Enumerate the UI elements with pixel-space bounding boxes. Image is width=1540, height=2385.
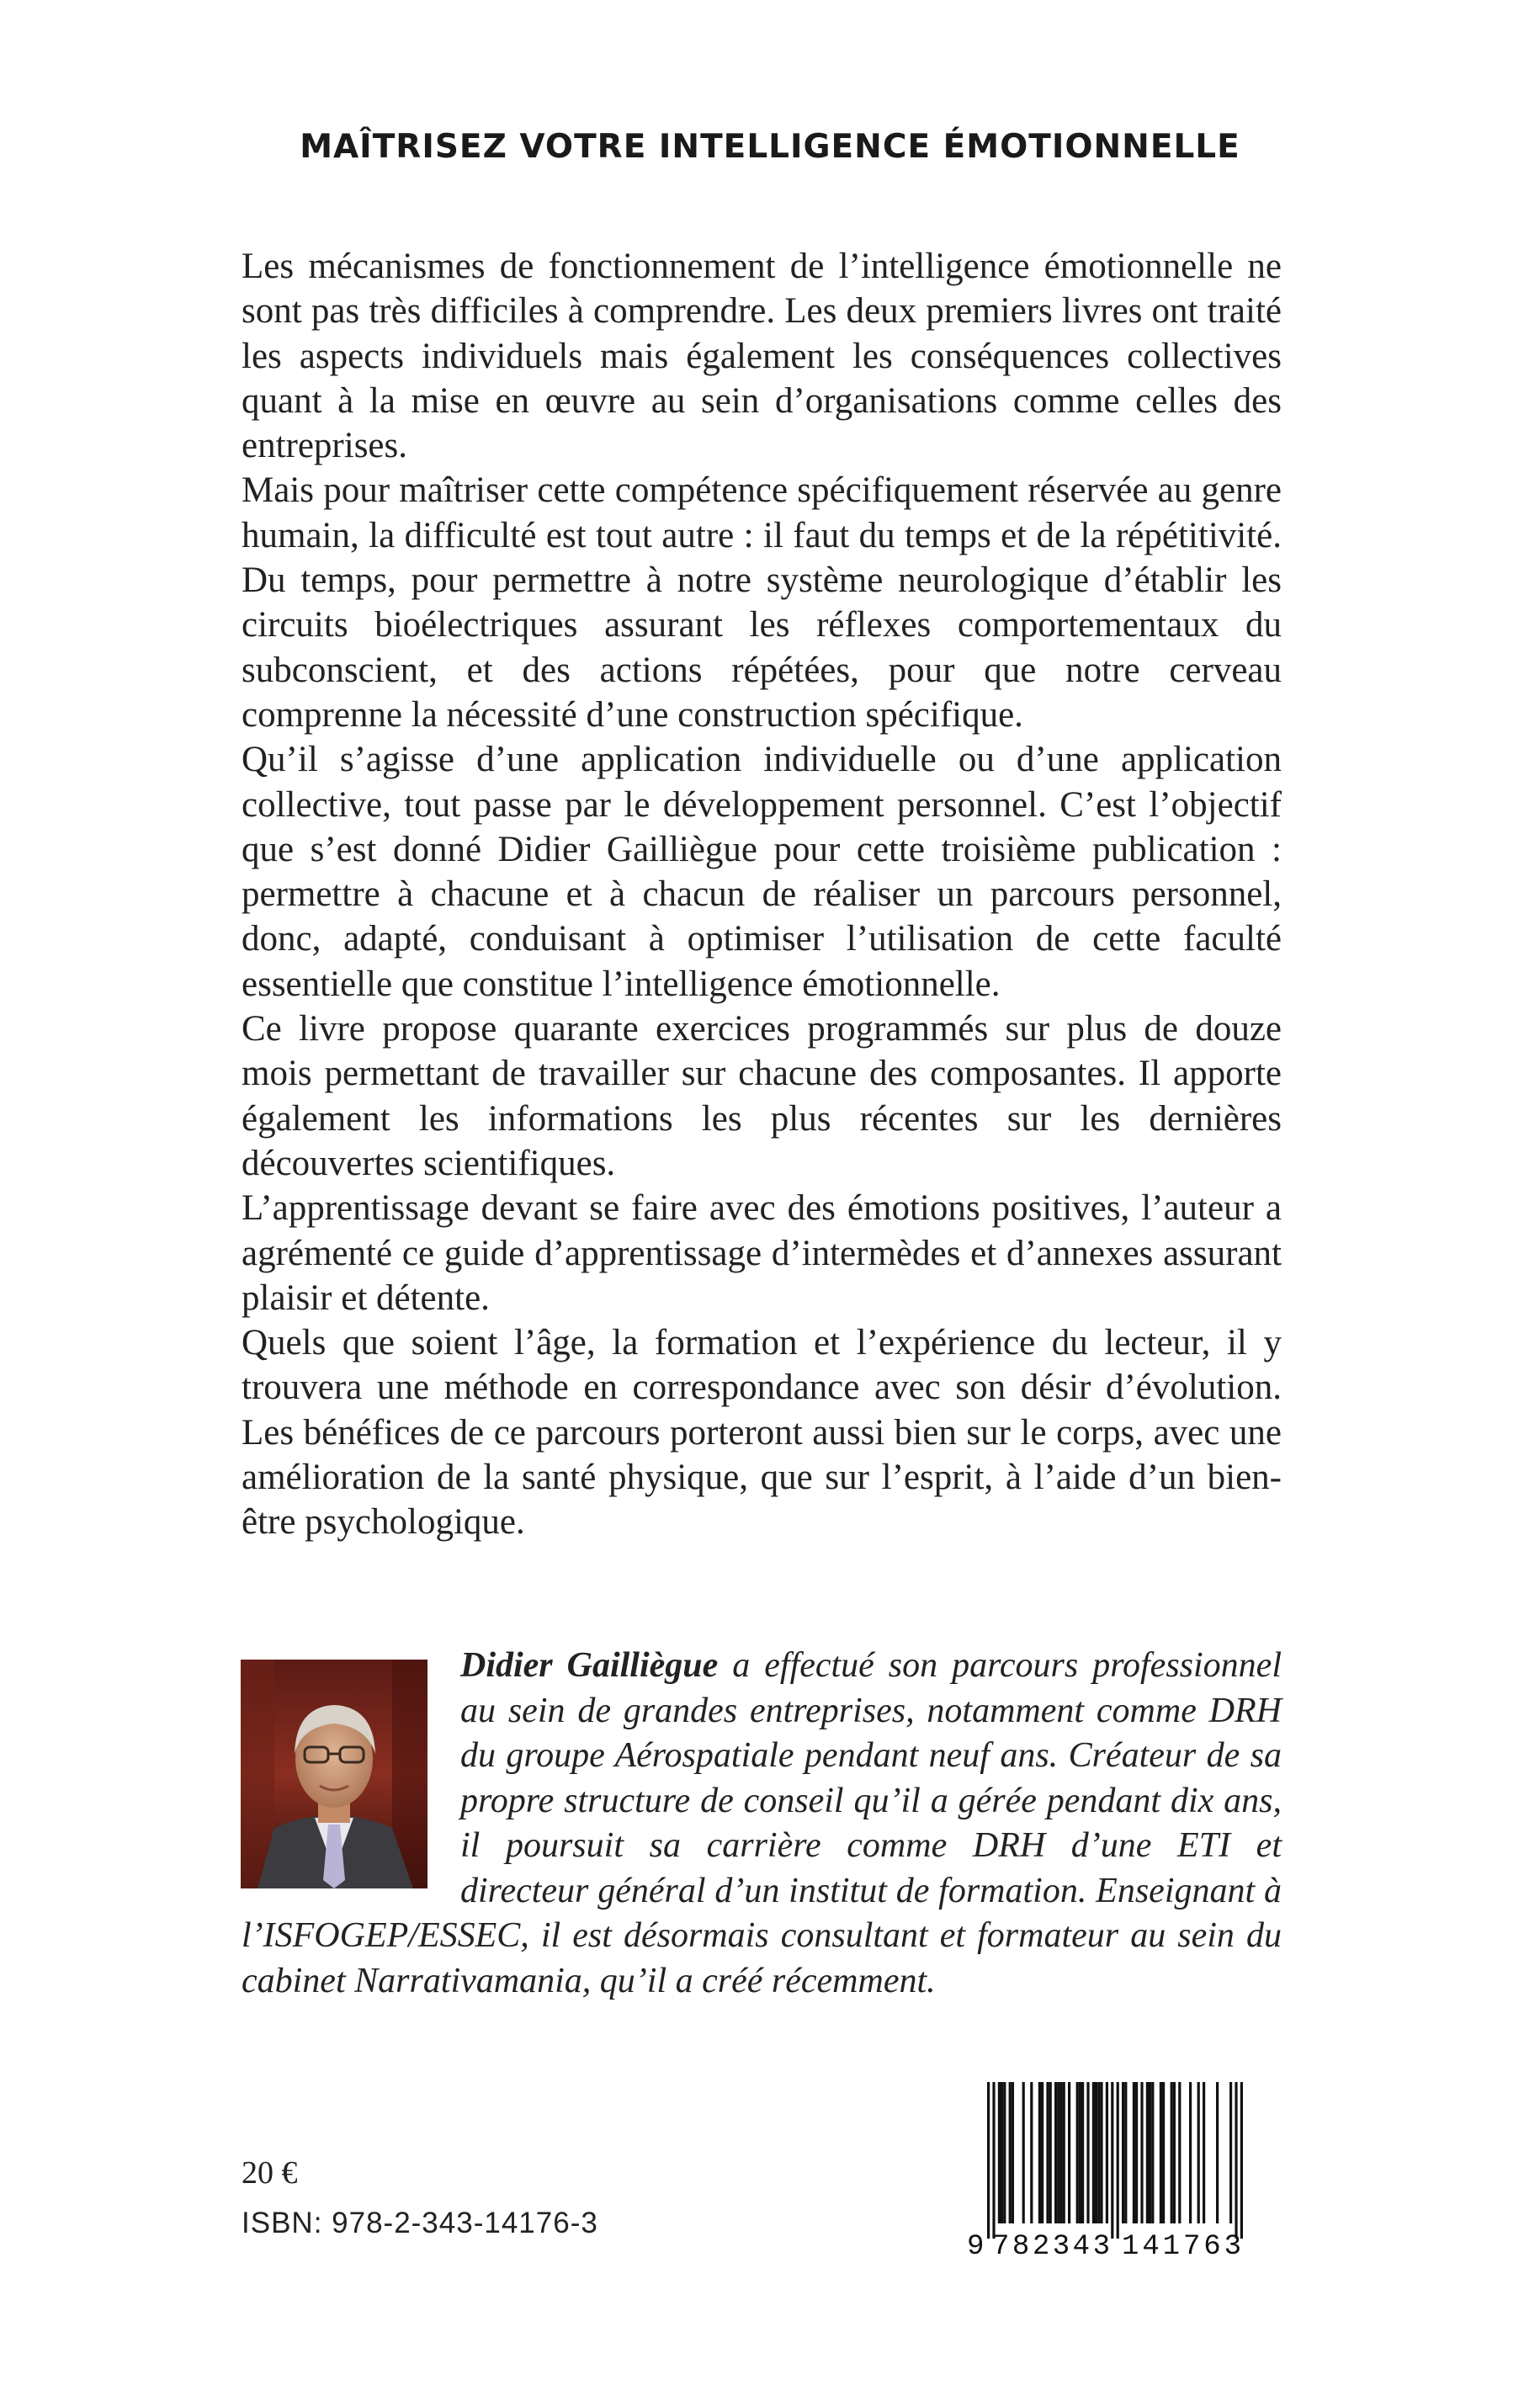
barcode-bar [1162, 2082, 1165, 2223]
barcode-bar [987, 2082, 990, 2239]
barcode [962, 2079, 1270, 2260]
barcode-bar [992, 2082, 995, 2239]
barcode-bar [1235, 2082, 1237, 2239]
barcode-bar [1100, 2082, 1102, 2223]
barcode-bar [1057, 2082, 1059, 2223]
blurb-paragraph-2: Mais pour maîtriser cette compétence spécifiquement réservée au genre humain, la difficulté est tout autre : il faut du temps et de la répétitivité. Du temps, pour permettre à notre système neurologique d’établir les circuits bioélectriques assurant les réflexes comportementaux du subconscient, et des actions répétées, pour que notre cerveau comprenne la nécessité d’une construction spécifique. [242, 470, 1282, 735]
barcode-bar [1003, 2082, 1006, 2223]
author-name: Didier Gailliègue [460, 1646, 719, 1685]
barcode-bar [1149, 2082, 1151, 2223]
barcode-bar [1030, 2082, 1033, 2223]
barcode-bar [1122, 2082, 1124, 2223]
barcode-bar [1063, 2082, 1065, 2223]
barcode-bar [1216, 2082, 1219, 2223]
barcode-bar [1054, 2082, 1057, 2223]
blurb [242, 244, 1282, 1545]
barcode-bar [1171, 2082, 1173, 2223]
barcode-bar [1106, 2082, 1108, 2223]
price: 20 € [242, 2155, 298, 2191]
barcode-bar [1124, 2082, 1127, 2223]
barcode-bar [1046, 2082, 1049, 2223]
book-title: MAÎTRISEZ VOTRE INTELLIGENCE ÉMOTIONNELLE [300, 128, 1240, 166]
barcode-bar [1001, 2082, 1003, 2223]
barcode-bar [1012, 2082, 1014, 2223]
barcode-bar [1117, 2082, 1119, 2239]
barcode-right-digits: 141763 [1122, 2231, 1241, 2260]
barcode-bar [1038, 2082, 1041, 2223]
barcode-bar [1146, 2082, 1149, 2223]
barcode-bar [1203, 2082, 1205, 2223]
barcode-bar [1059, 2082, 1062, 2223]
blurb-paragraph-3: Qu’il s’agisse d’une application individuelle ou d’une application collective, tout passe par le développement personnel. C’est l’objectif que s’est donné Didier Gailliègue pour cette troisième publication : permettre à chacune et à chacun de réaliser un parcours personnel, donc, adapté, conduisant à optimiser l’utilisation de cette faculté essentielle que constitue l’intelligence émotionnelle. [242, 740, 1282, 1004]
barcode-bar [1229, 2082, 1232, 2223]
barcode-bar [1041, 2082, 1043, 2223]
barcode-bar [1135, 2082, 1138, 2223]
barcode-bar [1240, 2082, 1243, 2239]
barcode-bar [1079, 2082, 1081, 2223]
barcode-bar [998, 2082, 1001, 2223]
author-bio-text: a effectué son parcours professionnel au sein de grandes entreprises, notamment comme DRH du groupe Aérospatiale pendant neuf ans. Créateur de sa propre structure de conseil qu’il a gérée pendant dix ans, il poursuit sa carrière comme DRH d’une ETI et directeur général d’un institut de formation. Enseignant à l’ISFOGEP/ESSEC, il est désormais consultant et formateur au sein du cabinet Narrativamania, qu’il a créé récemment. [242, 1646, 1282, 2000]
barcode-bar [1189, 2082, 1192, 2223]
barcode-bar [1160, 2082, 1162, 2223]
barcode-bar [1133, 2082, 1135, 2223]
blurb-paragraph-1: Les mécanismes de fonctionnement de l’intelligence émotionnelle ne sont pas très difficiles à comprendre. Les deux premiers livres ont traité les aspects individuels mais également les conséquences collectives quant à la mise en œuvre au sein d’organisations comme celles des entreprises. [242, 247, 1282, 466]
barcode-first-digit: 9 [967, 2231, 985, 2260]
blurb-paragraph-6: Quels que soient l’âge, la formation et l’expérience du lecteur, il y trouvera une méthode en correspondance avec son désir d’évolution. Les bénéfices de ce parcours porteront aussi bien sur le corps, avec une amélioration de la santé physique, que sur l’esprit, à l’aide d’un bien-être psychologique. [242, 1323, 1282, 1543]
barcode-bar [1097, 2082, 1100, 2223]
barcode-bar [1009, 2082, 1012, 2223]
author-bio [242, 1644, 1282, 2004]
barcode-bar [1081, 2082, 1084, 2223]
barcode-bar [1076, 2082, 1079, 2223]
barcode-bar [1178, 2082, 1181, 2223]
barcode-bar [1086, 2082, 1089, 2223]
barcode-bar [1022, 2082, 1025, 2223]
barcode-bar [1068, 2082, 1070, 2223]
barcode-bar [1151, 2082, 1154, 2223]
barcode-bars [987, 2082, 1243, 2239]
barcode-bar [1111, 2082, 1113, 2239]
barcode-bar [1049, 2082, 1052, 2223]
barcode-bar [1197, 2082, 1200, 2223]
barcode-bar [1095, 2082, 1097, 2223]
blurb-paragraph-5: L’apprentissage devant se faire avec des émotions positives, l’auteur a agrémenté ce guide d’apprentissage d’intermèdes et d’annexes assurant plaisir et détente. [242, 1188, 1282, 1318]
blurb-paragraph-4: Ce livre propose quarante exercices programmés sur plus de douze mois permettant de travailler sur chacune des composantes. Il apporte également les informations les plus récentes sur les dernières découvertes scientifiques. [242, 1009, 1282, 1183]
barcode-bar [1173, 2082, 1176, 2223]
barcode-bar [1092, 2082, 1095, 2223]
isbn: ISBN: 978-2-343-14176-3 [242, 2207, 598, 2239]
barcode-bar [1140, 2082, 1143, 2223]
barcode-left-digits: 782343 [992, 2231, 1110, 2260]
